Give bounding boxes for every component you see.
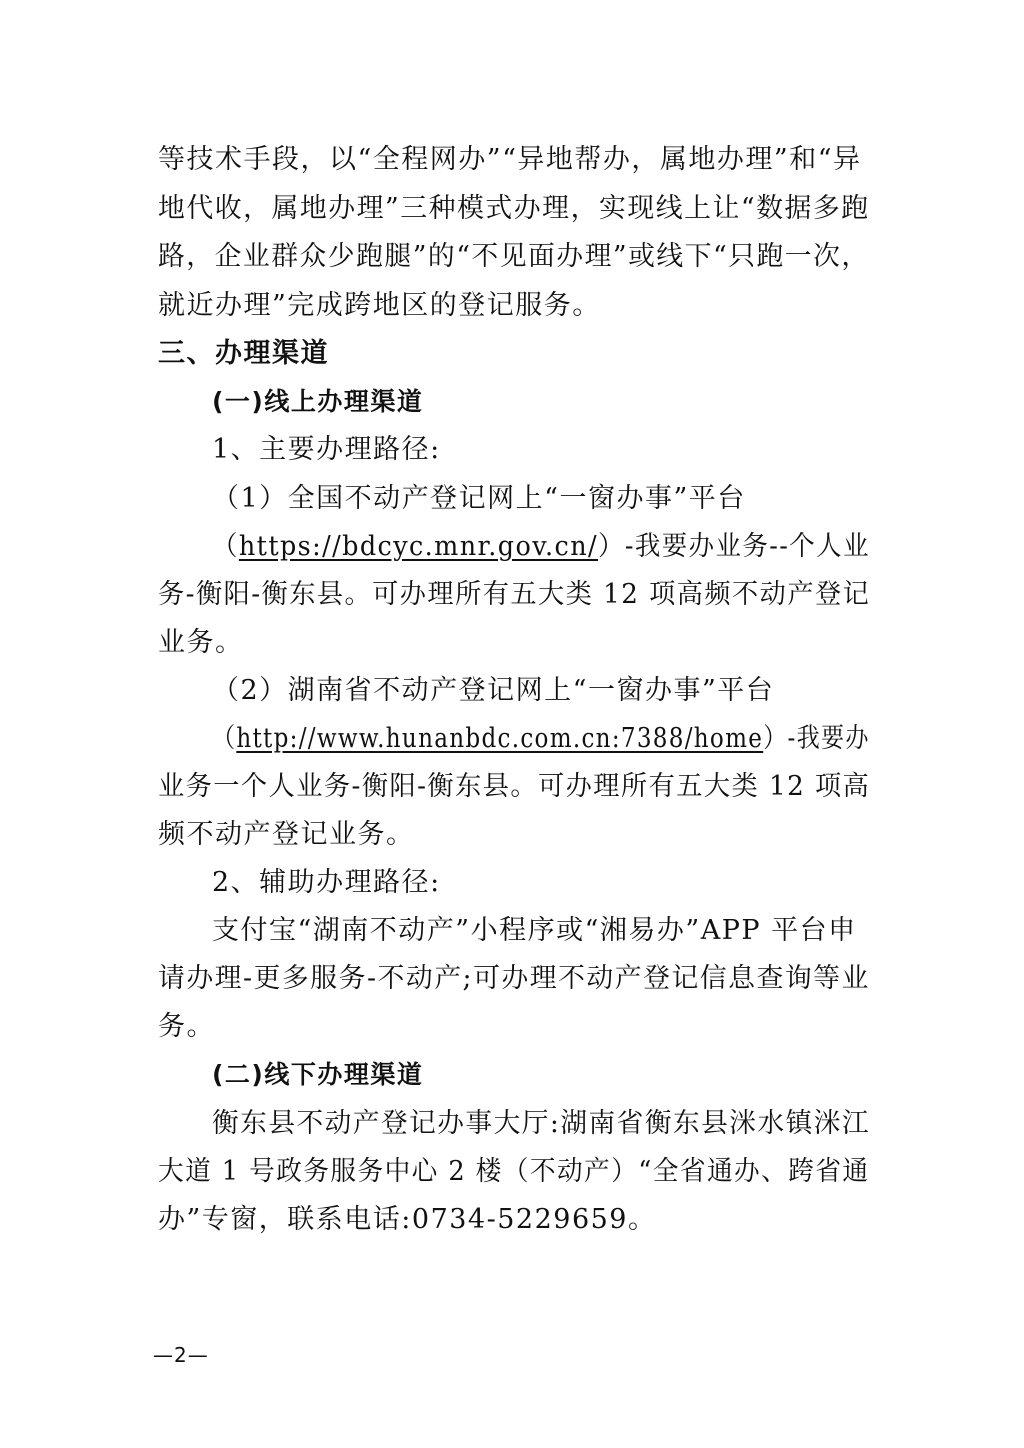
item-2-title: （2）湖南省不动产登记网上“一窗办事”平台 — [212, 675, 775, 706]
item-1-title: （1）全国不动产登记网上“一窗办事”平台 — [212, 483, 746, 514]
section-heading: 三、办理渠道 — [158, 338, 329, 369]
subsection-heading-offline: (二)线下办理渠道 — [212, 1060, 424, 1089]
page-number: —2— — [153, 1343, 209, 1367]
paragraph-line: 路，企业群众少跑腿”的“不见面办理”或线下“只跑一次， — [158, 241, 870, 272]
paragraph-line: 等技术手段，以“全程网办”“异地帮办，属地办理”和“异 — [158, 144, 862, 175]
paragraph-line: 务。 — [158, 1011, 215, 1042]
paren: （ — [212, 723, 237, 754]
paren: （ — [212, 531, 239, 562]
url-suffix: ）-我要办 — [763, 723, 870, 754]
paragraph-line: 衡东县不动产登记办事大厅:湖南省衡东县洣水镇洣江 — [212, 1108, 871, 1139]
paragraph-line: 就近办理”完成跨地区的登记服务。 — [158, 290, 601, 321]
aux-path-heading: 2、辅助办理路径: — [212, 867, 441, 898]
item-2-url-line — [212, 721, 870, 757]
main-path-heading: 1、主要办理路径: — [212, 434, 441, 465]
paragraph-line: 频不动产登记业务。 — [158, 819, 415, 850]
url-link[interactable]: http://www.hunanbdc.com.cn:7388/home — [236, 723, 764, 754]
paragraph-line: 业务。 — [158, 627, 244, 658]
paragraph-line: 务-衡阳-衡东县。可办理所有五大类 12 项高频不动产登记 — [158, 579, 871, 610]
paragraph-line: 办”专窗，联系电话:0734-5229659。 — [158, 1204, 657, 1235]
paragraph-line: 地代收，属地办理”三种模式办理，实现线上让“数据多跑 — [158, 193, 870, 224]
paragraph-line: 大道 1 号政务服务中心 2 楼（不动产）“全省通办、跨省通 — [158, 1156, 870, 1187]
paragraph-line: 请办理-更多服务-不动产;可办理不动产登记信息查询等业 — [158, 963, 870, 994]
paragraph-line: 业务一个人业务-衡阳-衡东县。可办理所有五大类 12 项高 — [158, 771, 871, 802]
url-link[interactable]: https://bdcyc.mnr.gov.cn/ — [238, 531, 599, 562]
paragraph-line: 支付宝“湖南不动产”小程序或“湘易办”APP 平台申 — [212, 915, 857, 946]
item-1-url-line — [212, 529, 870, 565]
url-suffix: ）-我要办业务--个人业 — [598, 531, 870, 562]
subsection-heading-online: (一)线上办理渠道 — [212, 387, 424, 416]
